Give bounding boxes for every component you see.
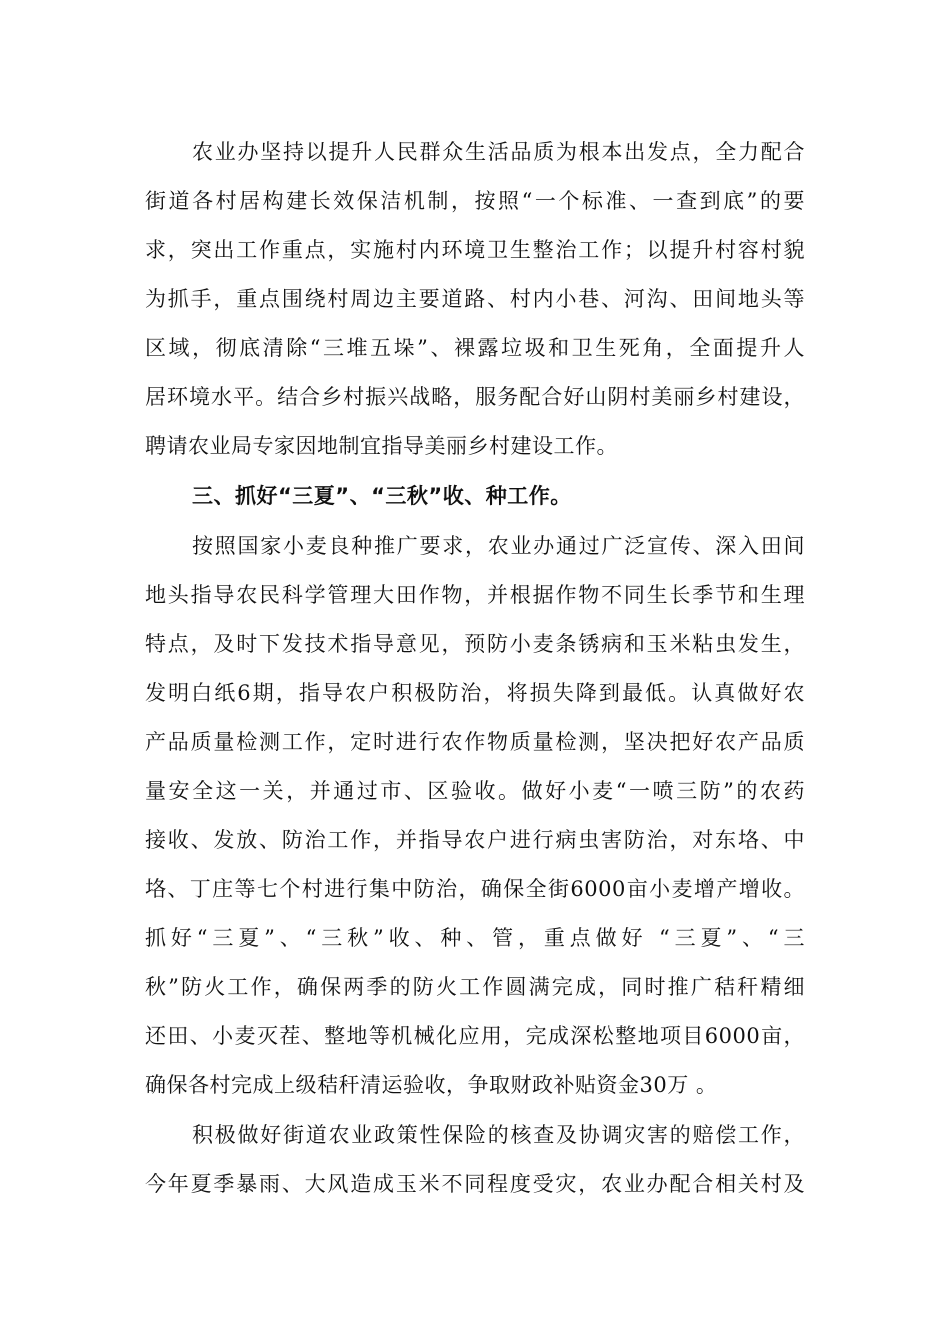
paragraph-2-line-2: 地头指导农民科学管理大田作物，并根据作物不同生长季节和生理	[145, 583, 805, 607]
paragraph-2-line-10: 秋”防火工作，确保两季的防火工作圆满完成，同时推广秸秆精细	[145, 975, 805, 999]
paragraph-2-line-7: 接收、发放、防治工作，并指导农户进行病虫害防治，对东垎、中	[145, 828, 805, 852]
paragraph-1-line-6: 居环境水平。结合乡村振兴战略，服务配合好山阴村美丽乡村建设，	[145, 385, 805, 409]
paragraph-1-line-7: 聘请农业局专家因地制宜指导美丽乡村建设工作。	[145, 434, 618, 458]
paragraph-1-line-1: 农业办坚持以提升人民群众生活品质为根本出发点，全力配合	[192, 140, 805, 164]
paragraph-2-line-1: 按照国家小麦良种推广要求，农业办通过广泛宣传、深入田间	[192, 534, 805, 558]
paragraph-2-line-4: 发明白纸6期，指导农户积极防治，将损失降到最低。认真做好农	[145, 681, 805, 705]
paragraph-2-line-3: 特点，及时下发技术指导意见，预防小麦条锈病和玉米粘虫发生，	[145, 632, 805, 656]
paragraph-1-line-2: 街道各村居构建长效保洁机制，按照“一个标准、一查到底”的要	[145, 189, 805, 213]
paragraph-2-line-9: 抓好“三夏”、“三秋”收、种、管，重点做好 “三夏”、“三	[145, 926, 805, 950]
paragraph-1-line-3: 求，突出工作重点，实施村内环境卫生整治工作；以提升村容村貌	[145, 238, 805, 262]
paragraph-2-line-11: 还田、小麦灭茬、整地等机械化应用，完成深松整地项目6000亩，	[145, 1024, 805, 1048]
paragraph-2-line-8: 垎、丁庄等七个村进行集中防治，确保全街6000亩小麦增产增收。	[145, 877, 805, 901]
paragraph-1-line-5: 区域，彻底清除“三堆五垛”、裸露垃圾和卫生死角，全面提升人	[145, 336, 805, 360]
paragraph-3-line-1: 积极做好街道农业政策性保险的核查及协调灾害的赔偿工作，	[192, 1123, 805, 1147]
paragraph-1-line-4: 为抓手，重点围绕村周边主要道路、村内小巷、河沟、田间地头等	[145, 287, 805, 311]
section-heading: 三、抓好“三夏”、“三秋”收、种工作。	[192, 484, 572, 508]
paragraph-3-line-2: 今年夏季暴雨、大风造成玉米不同程度受灾，农业办配合相关村及	[145, 1172, 805, 1196]
paragraph-2-line-6: 量安全这一关，并通过市、区验收。做好小麦“一喷三防”的农药	[145, 779, 805, 803]
paragraph-2-line-12: 确保各村完成上级秸秆清运验收，争取财政补贴资金30万 。	[145, 1073, 718, 1097]
paragraph-2-line-5: 产品质量检测工作，定时进行农作物质量检测，坚决把好农产品质	[145, 730, 805, 754]
